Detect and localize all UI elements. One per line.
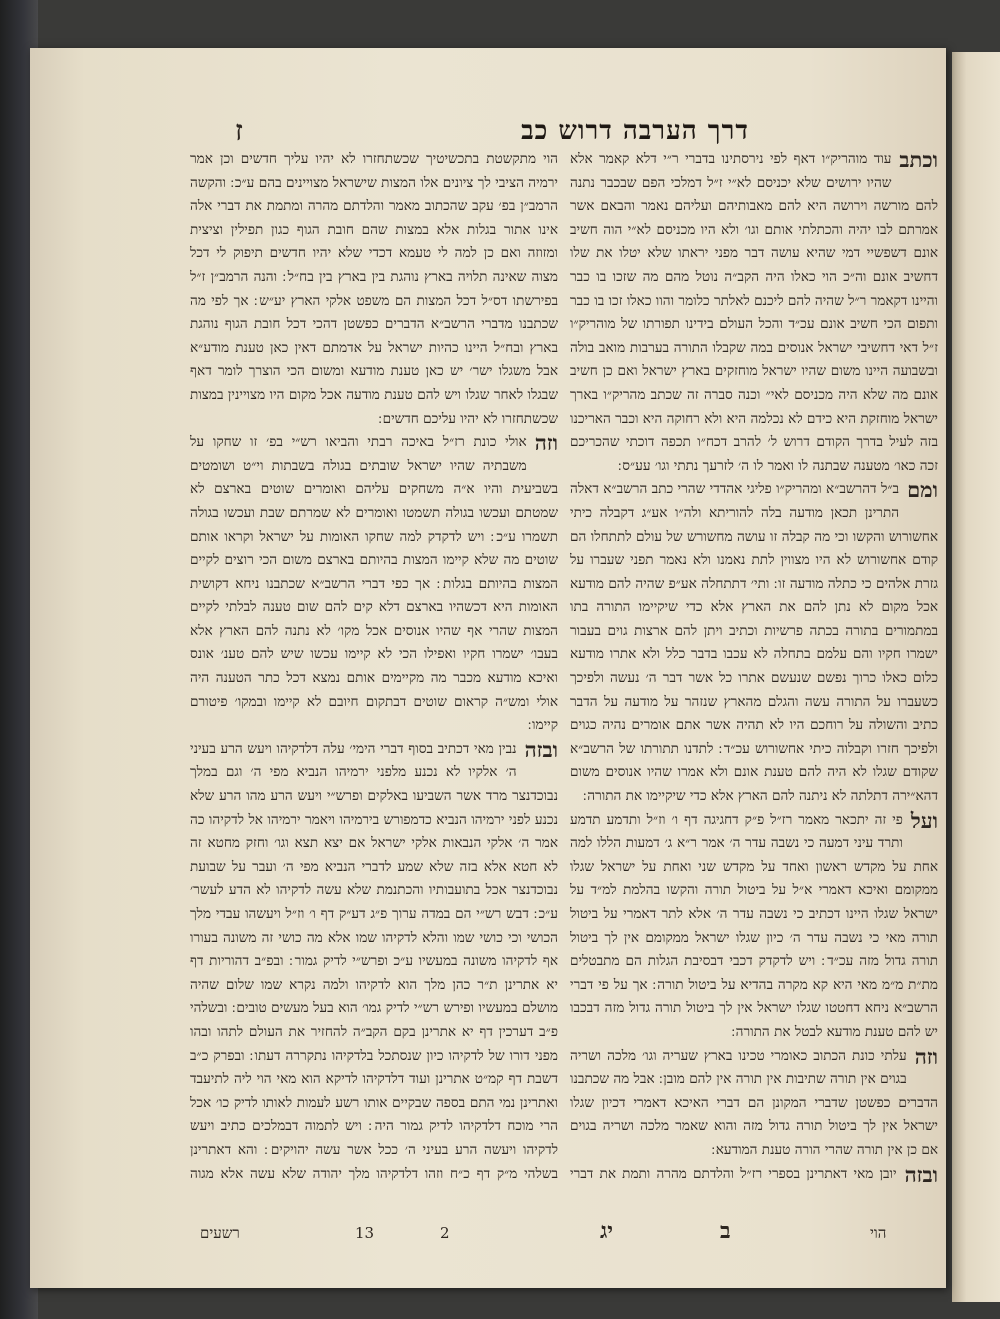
running-title: דרך הערבה דרוש כב <box>521 116 749 146</box>
paragraph-text: אולי כונת רז״ל באיכה רבתי והביאו רש״י בפ׳ זו שחקו על משבתיה שהיו ישראל שובתים בגולה בשבתות וי״ט ושומטים בשביעית והיו א״ה משחקים עליהם ואומרים שוטים בארצם לא שמטתם ועכשו בגולה תשמטו ואומרים לא שמרתם שבת ועכשו בגולה תשמרו ע״כ ׃ ויש לדקדק למה שחקו האומות על ישראל וקראו אותם שוטים מה שלא קיימו המצות בהיותם בארצם משום הכי רוצים לקיים המצות בהיותם בגלות ׃ אך כפי דברי הרשב״א שכתבנו ניחא דקושית האומות היא דכשהיו בארצם דלא קים להם שום טענה לבלתי לקיים המצות שהרי אף שהיו אנוסים אכל מקו׳ לא נתנה להם הארץ אלא בעבו׳ ישמרו חקיו ואפילו הכי לא קיימו עכשו שיש להם טענ׳ אונס ואיכא מודעא מכבר מה מקיימים אותם נמצא דכל כתר הטענה היה אולי ומש״ה קראום שוטים דבתקום חיובם לא קיימו ובמקו׳ פיטורם קיימו ׃ <box>190 434 558 734</box>
paragraph-text: עלתי כונת הכתוב כאומרי טכינו בארץ שעריה וגו׳ מלכה ושריה בגוים אין תורה שתיבות אין תורה אין להם מובן ׃ אבל מה שכתבנו הדברים כפשטן שדברי המקונן הם דברי האיכא דאמרי דכיון שגלו ישראל אין לך ביטול תורה גדול מזה והוא שאמר מלכה ושריה בגוים אם כן אין תורה שהרי הורה טענת המודעא ׃ <box>570 1047 938 1158</box>
paragraph-text: הוי מתקשטת בתכשיטיך שכשתחזרו לא יהיו עליך חדשים וכן אמר ירמיה הציבי לך ציונים אלו המצות שישראל מצויינים בהם ע״כ ׃ והקשה הרמב״ן בפ׳ עקב שהכתוב מאמר והלדתם מהרה ומתמת את דברי אלה אינו אתור בגלות אלא במצות שהם חובת הגוף כגון תפילין וציצית ומזוזה ואם כן למה לי טעמא דכדי שלא יהיו חדשים תיפוק לי דכל מצוה שאינה תלויה בארץ נוהגת בין בארץ בין בח״ל ׃ והנה הרמב״ן ז״ל בפירשתו דס״ל דכל המצות הם משפט אלקי הארץ יע״ש ׃ אך לפי מה שכתבנו מדברי הרשב״א הדברים כפשטן דהכי דכל חובת הגוף נוהגת בארץ ובח״ל היינו כהיות ישראל על אדמתם דאין כאן טענת מודע״א אבל משגלו ישר׳ יש כאן טענת מודעא ומשום הכי הוצרך לומר דאף שבגלו לאחר שגלו ויש להם טענת מודעה אכל מקום היו מצויינין במצות שכשתחזרו לא יהיו עליכם חדשים ׃ <box>190 151 558 427</box>
handwritten-mark: 13 <box>355 1224 375 1242</box>
paragraph-lead-word: ומם <box>907 477 938 503</box>
signature-mark: ב <box>720 1218 731 1244</box>
left-column <box>190 148 558 1183</box>
paragraph <box>570 1045 938 1163</box>
paragraph-lead-word: ועל <box>910 807 938 833</box>
paragraph <box>570 809 938 1045</box>
paragraph-text: ב״ל דהרשב״א ומהריק״ו פליגי אהדדי שהרי כתב הרשב״א דאלה התרינן תכאן מודעה בלה להוריתא ולה״ו אע״ג דקבלה כיתי אחשורוש והקשו וכי מה קבלה זו עושה מחשורש של עולם לתתחלו הם קודם אחשורוש לא היו מצווין לתת נאמנו ולא נאמר תפני שעברו על גזרת אלהים כי כתלה מודעה זו ׃ ותי׳ דתתחלה אע״פ שהיה להם מודעא אכל מקום לא נתן להם את הארץ אלא כדי שיקיימו התורה בתו במתמורים בתורה בכתה פרשיות וכתיב ויתן להם ארצות גוים בעבור ישמרו חקיו והם עלמם בתחלה לא עכבו בדבר כלל ולא אתרו מודעא כלום כאלו כרוך נפשם שנעשם אתרו כל אשר דבר ה׳ נעשה ולפיכך כשעברו על התורה עשה והגלם מהארץ שנזהר על מודעה על הדבר כתיב והשולה על רוחכם היו לא תהיה אשר אתם אומרים נהיה כגוים ולפיכך חזרו וקבלוה כיתי אחשורוש עכ״ד ׃ לתדנו תתורתו של הרשב״א שקודם שגלו לא היה להם טענת אונם ולא אמרו שהיו אנוסים משום דהא״ירה דתלתה לא ניתנה להם הארץ אלא כדי שיקיימו את התורה ׃ <box>570 481 938 805</box>
paragraph <box>190 431 558 738</box>
paragraph-text: עוד מוהריק״ו דאף לפי נירסתינו בדברי ר״י דלא קאמר אלא שהיו ירושים שלא יכניסם לא״י ז״ל דמלכי הפם שבכבר נתנה להם מורשה וירושה היא להם מאבותיהם ועליהם נאמר והבאם אשר אמרתם לבו יהיה והכתלתי אותם וגו׳ ולא היו מכניסם לא״י הוה חשיב אונם דשפשיי דמי שהיא עושה דבר מפני יראתו שלא יטלו את שלו דחשיב אונם וה״כ הוי כאלו היה הקב״ה נוטל מהם מה שזכו בו כבר והיינו דקאמר ר״ל שהיה להם ליכנם לאלתר כלומר והוו כאלו זכו בו כבר ותפום הכי חשיב אונם עכ״ד והכל העולם בידינו תפורתו של מוהריק״ו ז״ל דאי דחשיבי ישראל אנוסים במה שקבלו התורה בערבות מואב בולה ובשבועה היינו משום שהיו ישראל מוחזקים בארץ ישראל ואם כן חשיב אונם מה שלא היה מכניסם לאי״ וכנה סברה זה שכתב מהריק״ו בארך ישראל מוחזקת היא כידם לא נכלמה היא ולא רחוקה היא וכבר האריכנו בזה לעיל בדרך הקודם דרוש ל׳ להרב דכח״ו תכפה דוכתי שהכריכם זכה כאו׳ מטענה שבתנה לו ואמר לו ה׳ לזרעך נתתי וגו׳ עע״ס ׃ <box>570 151 938 474</box>
right-column <box>570 148 938 1183</box>
paragraph <box>570 1163 938 1183</box>
paragraph <box>190 738 558 1183</box>
paragraph-lead-word: וזה <box>534 430 558 456</box>
paragraph-lead-word: וזה <box>914 1043 938 1069</box>
catchword-right: הוי <box>870 1224 887 1242</box>
folio-number: ז <box>235 114 243 147</box>
paragraph <box>570 148 938 478</box>
paragraph-text: פי זה יתכאר מאמר רז״ל פ״ק דחגיגה דף ו׳ וז״ל ותדמע תדמע ותרד עיני דמעה כי נשבה עדר ה׳ אמר ר״א ג׳ דמעות הללו למה אחת על מקדש ראשון ואחד על מקדש שני ואחת על ישראל שגלו ממקומם ואיכא דאמרי א״ל על ביטול תורה והקשו בהלמת למ״ד על ישראל שגלו היינו דכתיב כי נשבה עדר ה׳ אלא לתר דאמרי על ביטול תורה מאי כי נשבה עדר ה׳ כיון שגלו ישראל ממקומם אין לך ביטול תורה גדול מזה עכ״ד ׃ ויש לדקדק דכבי דבסיבת הגלות הם מתבטלים מת״ת מ״מ מאי היא קא מקרה בהדיא על ביטול תורה ׃ אך על פי דברי הרשב״א ניחא דחטטו שגלו ישראל אין לך ביטול תורה גדול מזה דבכבו יש להם טענת מודעא לבטל את התורה ׃ <box>570 811 938 1040</box>
paragraph-lead-word: ובזה <box>904 1161 938 1183</box>
handwritten-mark: 2 <box>440 1224 450 1242</box>
paragraph-text: נבין מאי דכתיב בסוף דברי הימי׳ עלה דלדקיהו ויעש הרע בעיני ה׳ אלקיו לא נכנע מלפני ירמיהו הנביא מפי ה׳ וגם במלך נבוכדנצר מרד אשר השביעו באלקים ופרש״י ויעש הרע מהו הרע שלא נכנע לפני ירמיהו הנביא כדמפורש בירמיהו ויאמר ירמיהו אל לדקיהו כה אמר ה׳ אלקי הנבאות אלקי ישראל אם יצא תצא וגו׳ וחזק מחטא זה לא חטא אלא בזה שלא שמע לדברי הנביא מפי ה׳ ועבר על שבועת נבוכדנצר אכל בתועבותיו והכתנמת שלא עשה לדקיהו לא הדע לעשר׳ ע״כ ׃ דבש רש״י הם במדה ערוך פ״ג דע״ק דף ו׳ וז״ל ויעשהו עבדי מלך הכושי וכי כושי שמו והלא לדקיהו שמו אלא מה כושי זה משונה בעורו אף לדקיהו משונה במעשיו ע״כ ופרש״י לדיק גמור ׃ ובפ״ב דהוריות דף יא אתרינן ת״ר כהן מלך הוא לדקיהו ולמה נקרא שמו שלום שהיה מושלם במעשיו ופירש רש״י לדיק גמו׳ הוא בעל מעשים טובים ׃ ובשלהי פ״ב דערכין דף יא אתרינן בקם הקב״ה להחזיר את העולם לתהו ובהו מפני דורו של לדקיהו כיון שנסתכל בלדקיהו נתקררה דעתו ׃ ובפרק כ״ב דשבת דף קמ״ט אתרינן ועוד דלדקיהו לדיקא הוא מאי הוי ליה לתיעבד ואתרינן נמי התם בספה שבקיים אותו רשע לעמות לאותו לדיק כו׳ אכל הרי מוכח דלדקיהו לדיק גמור היה ׃ ויש לתמוה דבמלכים כתיב ויעש לדקיהו ויעשה הרע בעיני ה׳ ככל אשר עשה יהויקים ׃ והא דאתרינן בשלהי מ״ק דף כ״ח וזהו דלדקיהו מלך יהודה שלא עשה אלא מגוה <box>190 740 558 1182</box>
paragraph <box>570 478 938 808</box>
paragraph-text: יובן מאי דאתרינן בספרי רז״ל והלדתם מהרה ותמת את דברי <box>570 1165 897 1182</box>
paragraph-lead-word: ובזה <box>524 736 558 762</box>
signature-mark-secondary: יג <box>600 1218 614 1244</box>
book-page <box>30 48 946 1288</box>
paragraph <box>190 148 558 431</box>
paragraph-lead-word: וכתב <box>899 148 938 172</box>
facing-page-edge <box>952 52 1000 1302</box>
catchword-left: רשעים <box>200 1224 240 1242</box>
